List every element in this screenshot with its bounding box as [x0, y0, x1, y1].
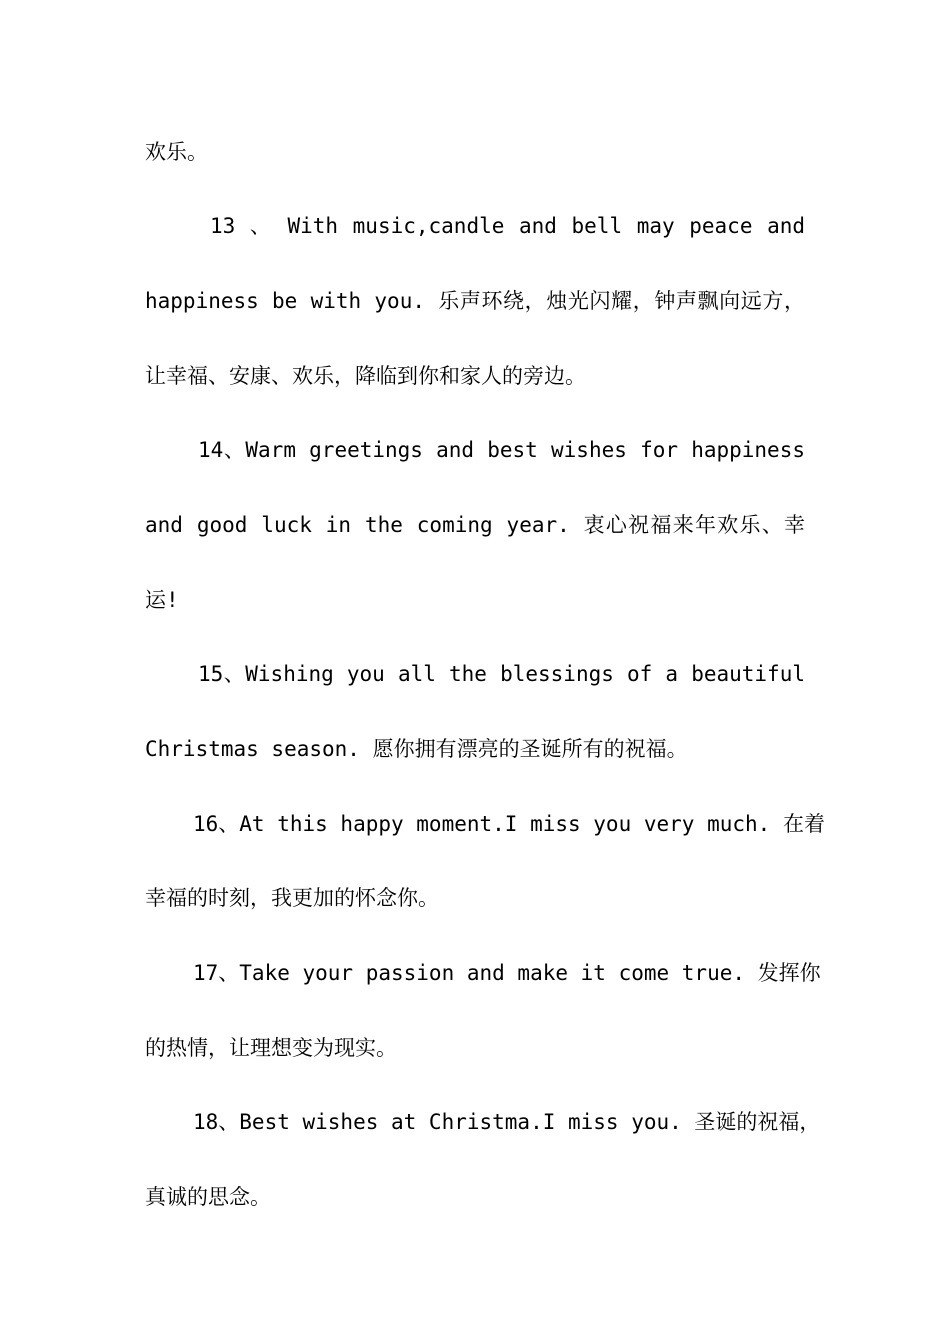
wish-14-line-3: 运!	[145, 588, 179, 612]
wish-16-line-2: 幸福的时刻，我更加的怀念你。	[145, 886, 439, 910]
wish-16-line-1: 16、At this happy moment.I miss you very much. 在着	[193, 812, 825, 836]
wish-13-line-3: 让幸福、安康、欢乐，降临到你和家人的旁边。	[145, 364, 586, 388]
wish-14-line-1: 14、Warm greetings and best wishes for happiness	[198, 438, 805, 462]
wish-18-line-2: 真诚的思念。	[145, 1185, 271, 1209]
wish-15-line-2: Christmas season. 愿你拥有漂亮的圣诞所有的祝福。	[145, 737, 688, 761]
wish-13-line-2: happiness be with you. 乐声环绕，烛光闪耀，钟声飘向远方，	[145, 289, 805, 313]
wish-18-line-1: 18、Best wishes at Christma.I miss you. 圣诞的祝福，	[193, 1110, 821, 1134]
wish-17-line-2: 的热情，让理想变为现实。	[145, 1036, 397, 1060]
wish-17-line-1: 17、Take your passion and make it come true. 发挥你	[193, 961, 821, 985]
wish-14-line-2: and good luck in the coming year. 衷心祝福来年欢乐、幸	[145, 513, 805, 537]
wish-15-line-1: 15、Wishing you all the blessings of a beautiful	[198, 662, 805, 686]
text-line: 欢乐。	[145, 140, 208, 164]
wish-13-line-1: 13 、 With music,candle and bell may peace and	[210, 214, 805, 238]
